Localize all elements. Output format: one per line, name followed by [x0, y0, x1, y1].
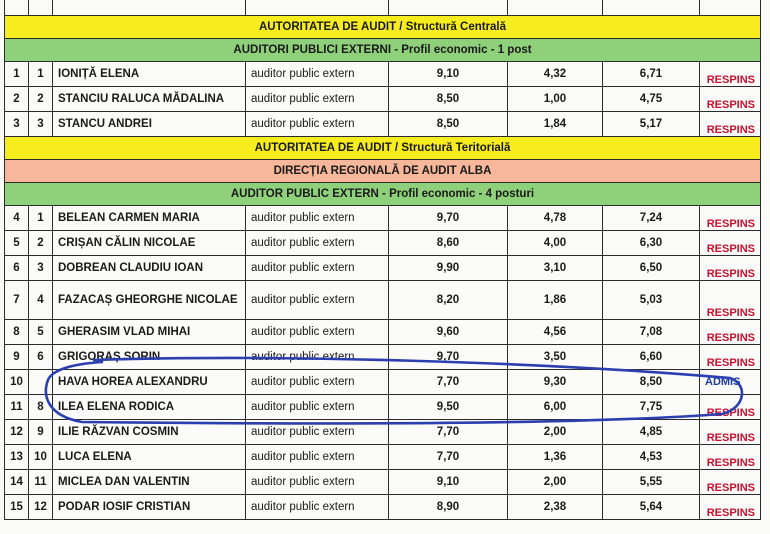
- final-score: 6,50: [603, 256, 700, 281]
- table-row: [5, 470, 761, 495]
- score-2: 2,00: [508, 420, 603, 445]
- final-score: 4,85: [603, 420, 700, 445]
- final-score: 8,50: [603, 370, 700, 395]
- score-1: 8,50: [389, 87, 508, 112]
- table-row: [5, 0, 761, 16]
- result-badge: RESPINS: [700, 231, 761, 256]
- result-badge: ADMIS: [700, 370, 761, 395]
- candidate-name: LUCA ELENA: [53, 445, 246, 470]
- score-1: 8,20: [389, 281, 508, 320]
- score-2: 6,00: [508, 395, 603, 420]
- score-1: 7,70: [389, 445, 508, 470]
- position: auditor public extern: [246, 345, 389, 370]
- result-badge: RESPINS: [700, 345, 761, 370]
- result-badge: RESPINS: [700, 112, 761, 137]
- table-row: [5, 370, 761, 395]
- table-row: [5, 231, 761, 256]
- table-row: [5, 87, 761, 112]
- score-2: 1,86: [508, 281, 603, 320]
- final-score: 6,60: [603, 345, 700, 370]
- candidate-name: PODAR IOSIF CRISTIAN: [53, 495, 246, 520]
- row-number: 13: [5, 445, 29, 470]
- table-row: [5, 420, 761, 445]
- candidate-name: GHERASIM VLAD MIHAI: [53, 320, 246, 345]
- score-2: 1,84: [508, 112, 603, 137]
- row-number: 2: [5, 87, 29, 112]
- position: auditor public extern: [246, 395, 389, 420]
- row-number: 11: [5, 395, 29, 420]
- score-2: 4,78: [508, 206, 603, 231]
- position: auditor public extern: [246, 62, 389, 87]
- row-number: 6: [5, 256, 29, 281]
- row-number: 1: [5, 62, 29, 87]
- final-score: 5,03: [603, 281, 700, 320]
- score-2: 1,00: [508, 87, 603, 112]
- score-1: 8,60: [389, 231, 508, 256]
- row-number: 9: [5, 345, 29, 370]
- row-number: 14: [5, 470, 29, 495]
- table-row: [5, 206, 761, 231]
- position: auditor public extern: [246, 370, 389, 395]
- candidate-name: ILIE RĂZVAN COSMIN: [53, 420, 246, 445]
- candidate-name: FAZACAȘ GHEORGHE NICOLAE: [53, 281, 246, 320]
- result-badge: RESPINS: [700, 281, 761, 320]
- candidate-name: BELEAN CARMEN MARIA: [53, 206, 246, 231]
- final-score: 5,55: [603, 470, 700, 495]
- result-badge: RESPINS: [700, 470, 761, 495]
- final-score: 7,08: [603, 320, 700, 345]
- result-badge: RESPINS: [700, 206, 761, 231]
- section-number: 1: [29, 62, 53, 87]
- table-row: [5, 395, 761, 420]
- score-1: 9,50: [389, 395, 508, 420]
- section-number: 11: [29, 470, 53, 495]
- score-1: 7,70: [389, 370, 508, 395]
- score-1: 9,10: [389, 62, 508, 87]
- score-2: 2,00: [508, 470, 603, 495]
- section-number: 6: [29, 345, 53, 370]
- candidate-name: STANCU ANDREI: [53, 112, 246, 137]
- final-score: 6,30: [603, 231, 700, 256]
- final-score: 5,17: [603, 112, 700, 137]
- score-2: 2,38: [508, 495, 603, 520]
- score-2: 4,00: [508, 231, 603, 256]
- section-number: 4: [29, 281, 53, 320]
- section-title: AUDITORI PUBLICI EXTERNI - Profil economic - 1 post: [5, 39, 761, 62]
- result-badge: RESPINS: [700, 395, 761, 420]
- score-2: 9,30: [508, 370, 603, 395]
- section-header: [5, 183, 761, 206]
- row-number: 15: [5, 495, 29, 520]
- result-badge: RESPINS: [700, 495, 761, 520]
- position: auditor public extern: [246, 206, 389, 231]
- section-number: 5: [29, 320, 53, 345]
- score-2: 4,32: [508, 62, 603, 87]
- row-number: 7: [5, 281, 29, 320]
- section-number: 2: [29, 231, 53, 256]
- row-number: 4: [5, 206, 29, 231]
- result-badge: RESPINS: [700, 320, 761, 345]
- score-2: 3,10: [508, 256, 603, 281]
- candidate-name: CRIȘAN CĂLIN NICOLAE: [53, 231, 246, 256]
- row-number: 5: [5, 231, 29, 256]
- table-row: [5, 256, 761, 281]
- position: auditor public extern: [246, 445, 389, 470]
- section-title: AUDITOR PUBLIC EXTERN - Profil economic - 4 posturi: [5, 183, 761, 206]
- score-1: 9,60: [389, 320, 508, 345]
- position: auditor public extern: [246, 495, 389, 520]
- table-row: [5, 112, 761, 137]
- row-number: 3: [5, 112, 29, 137]
- candidate-name: IONIȚĂ ELENA: [53, 62, 246, 87]
- final-score: 4,53: [603, 445, 700, 470]
- final-score: 7,24: [603, 206, 700, 231]
- candidate-name: DOBREAN CLAUDIU IOAN: [53, 256, 246, 281]
- section-header: [5, 160, 761, 183]
- position: auditor public extern: [246, 470, 389, 495]
- row-number: 12: [5, 420, 29, 445]
- row-number: 8: [5, 320, 29, 345]
- score-1: 8,90: [389, 495, 508, 520]
- score-1: 9,70: [389, 206, 508, 231]
- table-row: [5, 320, 761, 345]
- section-number: 3: [29, 256, 53, 281]
- section-number: [29, 370, 53, 395]
- candidate-name: HAVA HOREA ALEXANDRU: [53, 370, 246, 395]
- section-number: 9: [29, 420, 53, 445]
- table-row: [5, 495, 761, 520]
- section-title: DIRECȚIA REGIONALĂ DE AUDIT ALBA: [5, 160, 761, 183]
- section-number: 1: [29, 206, 53, 231]
- section-header: [5, 137, 761, 160]
- final-score: 7,75: [603, 395, 700, 420]
- position: auditor public extern: [246, 420, 389, 445]
- result-badge: RESPINS: [700, 62, 761, 87]
- position: auditor public extern: [246, 87, 389, 112]
- result-badge: RESPINS: [700, 420, 761, 445]
- section-number: 3: [29, 112, 53, 137]
- table-row: [5, 62, 761, 87]
- section-number: 12: [29, 495, 53, 520]
- score-2: 1,36: [508, 445, 603, 470]
- score-1: 9,90: [389, 256, 508, 281]
- score-1: 7,70: [389, 420, 508, 445]
- table-row: [5, 281, 761, 320]
- score-2: 3,50: [508, 345, 603, 370]
- score-1: 8,50: [389, 112, 508, 137]
- position: auditor public extern: [246, 320, 389, 345]
- candidate-name: STANCIU RALUCA MĂDALINA: [53, 87, 246, 112]
- table-row: [5, 445, 761, 470]
- results-body: [5, 0, 761, 520]
- position: auditor public extern: [246, 256, 389, 281]
- section-number: 10: [29, 445, 53, 470]
- position: auditor public extern: [246, 281, 389, 320]
- final-score: 4,75: [603, 87, 700, 112]
- section-number: 8: [29, 395, 53, 420]
- candidate-name: ILEA ELENA RODICA: [53, 395, 246, 420]
- candidate-name: MICLEA DAN VALENTIN: [53, 470, 246, 495]
- section-header: [5, 39, 761, 62]
- candidate-name: GRIGORAȘ SORIN: [53, 345, 246, 370]
- score-2: 4,56: [508, 320, 603, 345]
- position: auditor public extern: [246, 231, 389, 256]
- result-badge: RESPINS: [700, 445, 761, 470]
- final-score: 6,71: [603, 62, 700, 87]
- section-header: [5, 16, 761, 39]
- section-title: AUTORITATEA DE AUDIT / Structură Teritorială: [5, 137, 761, 160]
- result-badge: RESPINS: [700, 256, 761, 281]
- section-title: AUTORITATEA DE AUDIT / Structură Centrală: [5, 16, 761, 39]
- result-badge: RESPINS: [700, 87, 761, 112]
- final-score: 5,64: [603, 495, 700, 520]
- table-row: [5, 345, 761, 370]
- position: auditor public extern: [246, 112, 389, 137]
- row-number: 10: [5, 370, 29, 395]
- score-1: 9,10: [389, 470, 508, 495]
- results-table: [4, 0, 761, 520]
- section-number: 2: [29, 87, 53, 112]
- score-1: 9,70: [389, 345, 508, 370]
